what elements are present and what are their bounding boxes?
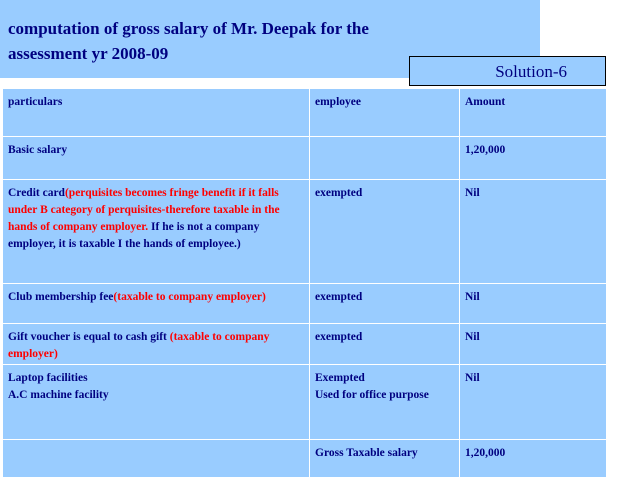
- header-employee: employee: [310, 89, 460, 137]
- row-particulars: [3, 324, 310, 365]
- title-line-1: computation of gross salary of Mr. Deepak for the: [8, 19, 369, 38]
- table-row: [3, 324, 607, 365]
- particulars-text: Basic salary: [8, 144, 68, 156]
- particulars-text: Club membership fee: [8, 291, 114, 303]
- table-header-row: [3, 89, 607, 137]
- particulars-note: (perquisites becomes fringe benefit if it falls under B category of perquisites-therefore taxable in the hands of company employer.: [8, 187, 280, 233]
- row-amount: Nil: [460, 324, 607, 365]
- total-particulars: [3, 440, 310, 478]
- total-row: [3, 440, 607, 478]
- particulars-text: Credit card: [8, 187, 65, 199]
- table-row: [3, 180, 607, 284]
- solution-label: Solution-6: [409, 56, 606, 86]
- particulars-note: (taxable to company employer): [8, 331, 270, 360]
- row-amount: Nil: [460, 180, 607, 284]
- title-line-2: assessment yr 2008-09: [8, 44, 169, 63]
- row-particulars: [3, 180, 310, 284]
- total-amount: 1,20,000: [460, 440, 607, 478]
- slide-title: [8, 16, 478, 66]
- particulars-text: Laptop facilities: [8, 372, 88, 384]
- row-employee: [310, 137, 460, 180]
- row-amount: 1,20,000: [460, 137, 607, 180]
- row-employee: [310, 365, 460, 440]
- particulars-text: Gift voucher is equal to cash gift: [8, 331, 170, 343]
- row-amount: Nil: [460, 365, 607, 440]
- particulars-text-2: A.C machine facility: [8, 389, 109, 401]
- row-particulars: [3, 137, 310, 180]
- particulars-tail: If he is not a company employer, it is taxable I the hands of employee.): [8, 221, 260, 250]
- table-row: [3, 137, 607, 180]
- row-employee: exempted: [310, 324, 460, 365]
- employee-text: Exempted: [315, 372, 365, 384]
- particulars-note: (taxable to company employer): [113, 291, 266, 303]
- row-employee: exempted: [310, 284, 460, 324]
- salary-table: [2, 88, 607, 478]
- row-particulars: [3, 284, 310, 324]
- row-particulars: [3, 365, 310, 440]
- table-row: [3, 365, 607, 440]
- row-amount: Nil: [460, 284, 607, 324]
- table-row: [3, 284, 607, 324]
- employee-text-2: Used for office purpose: [315, 389, 429, 401]
- row-employee: exempted: [310, 180, 460, 284]
- header-amount: Amount: [460, 89, 607, 137]
- total-label: Gross Taxable salary: [310, 440, 460, 478]
- header-particulars: particulars: [3, 89, 310, 137]
